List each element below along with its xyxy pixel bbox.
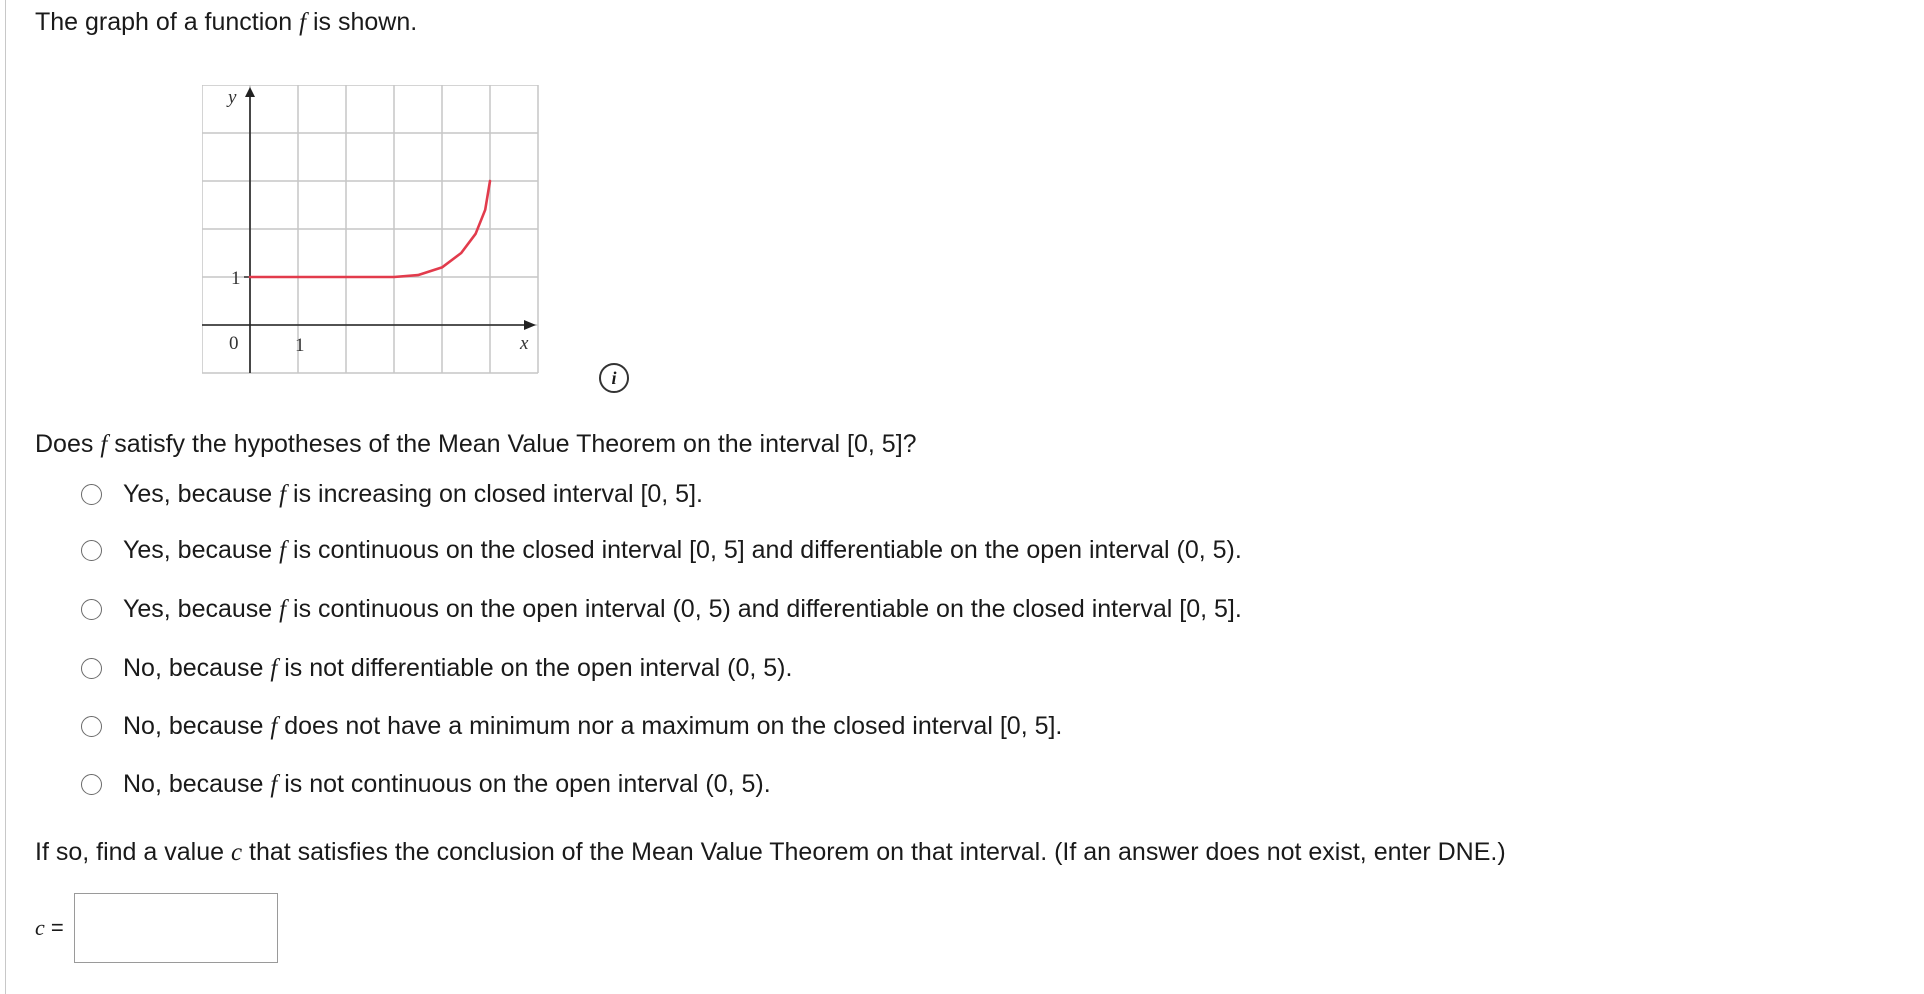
radio-button[interactable] — [81, 540, 102, 561]
intro-before: The graph of a function — [35, 8, 300, 36]
radio-button[interactable] — [81, 484, 102, 505]
function-graph — [202, 85, 622, 405]
radio-button[interactable] — [81, 774, 102, 795]
option-label: No, because f does not have a minimum nor a maximum on the closed interval [0, 5]. — [123, 712, 1063, 740]
intro-var: f — [299, 9, 307, 36]
conclusion-text — [35, 838, 1506, 867]
option-label: Yes, because f is increasing on closed interval [0, 5]. — [123, 480, 703, 508]
option-6[interactable] — [81, 770, 771, 799]
question-after: satisfy the hypotheses of the Mean Value Theorem on the interval [0, 5]? — [107, 430, 917, 458]
info-icon[interactable] — [599, 363, 629, 393]
radio-button[interactable] — [81, 716, 102, 737]
intro-text — [35, 8, 417, 37]
question-before: Does — [35, 430, 101, 458]
y-axis-arrow — [245, 87, 255, 97]
intro-after: is shown. — [306, 8, 418, 36]
option-label: No, because f is not differentiable on the open interval (0, 5). — [123, 654, 793, 682]
c-answer-input[interactable] — [74, 893, 278, 963]
option-3[interactable] — [81, 595, 1242, 624]
option-1[interactable] — [81, 480, 703, 509]
radio-button[interactable] — [81, 658, 102, 679]
option-2[interactable] — [81, 536, 1242, 565]
info-glyph: i — [611, 367, 617, 388]
question-text — [35, 430, 917, 459]
conclusion-var: c — [230, 839, 243, 866]
answer-label — [35, 915, 64, 941]
option-5[interactable] — [81, 712, 1062, 741]
option-label: Yes, because f is continuous on the closed interval [0, 5] and differentiable on the open interval (0, 5). — [123, 536, 1242, 564]
y-tick-label: 1 — [231, 268, 241, 289]
radio-button[interactable] — [81, 599, 102, 620]
x-tick-label: 1 — [295, 335, 305, 356]
option-4[interactable] — [81, 654, 792, 683]
answer-eq: = — [44, 915, 64, 940]
x-tick-label: 0 — [229, 333, 239, 354]
option-label: Yes, because f is continuous on the open interval (0, 5) and differentiable on the closed interval [0, 5]. — [123, 595, 1242, 623]
answer-var: c — [35, 915, 45, 940]
conclusion-before: If so, find a value — [35, 838, 231, 866]
y-axis-label: y — [228, 87, 237, 108]
option-label: No, because f is not continuous on the open interval (0, 5). — [123, 770, 771, 798]
left-border — [5, 0, 6, 994]
answer-row — [35, 893, 278, 963]
graph-svg — [202, 85, 622, 405]
question-var: f — [100, 431, 108, 458]
x-axis-label: x — [520, 333, 529, 354]
x-axis-arrow — [524, 320, 536, 330]
conclusion-after: that satisfies the conclusion of the Mean Value Theorem on that interval. (If an answer does not exist, enter DNE.) — [242, 838, 1506, 866]
